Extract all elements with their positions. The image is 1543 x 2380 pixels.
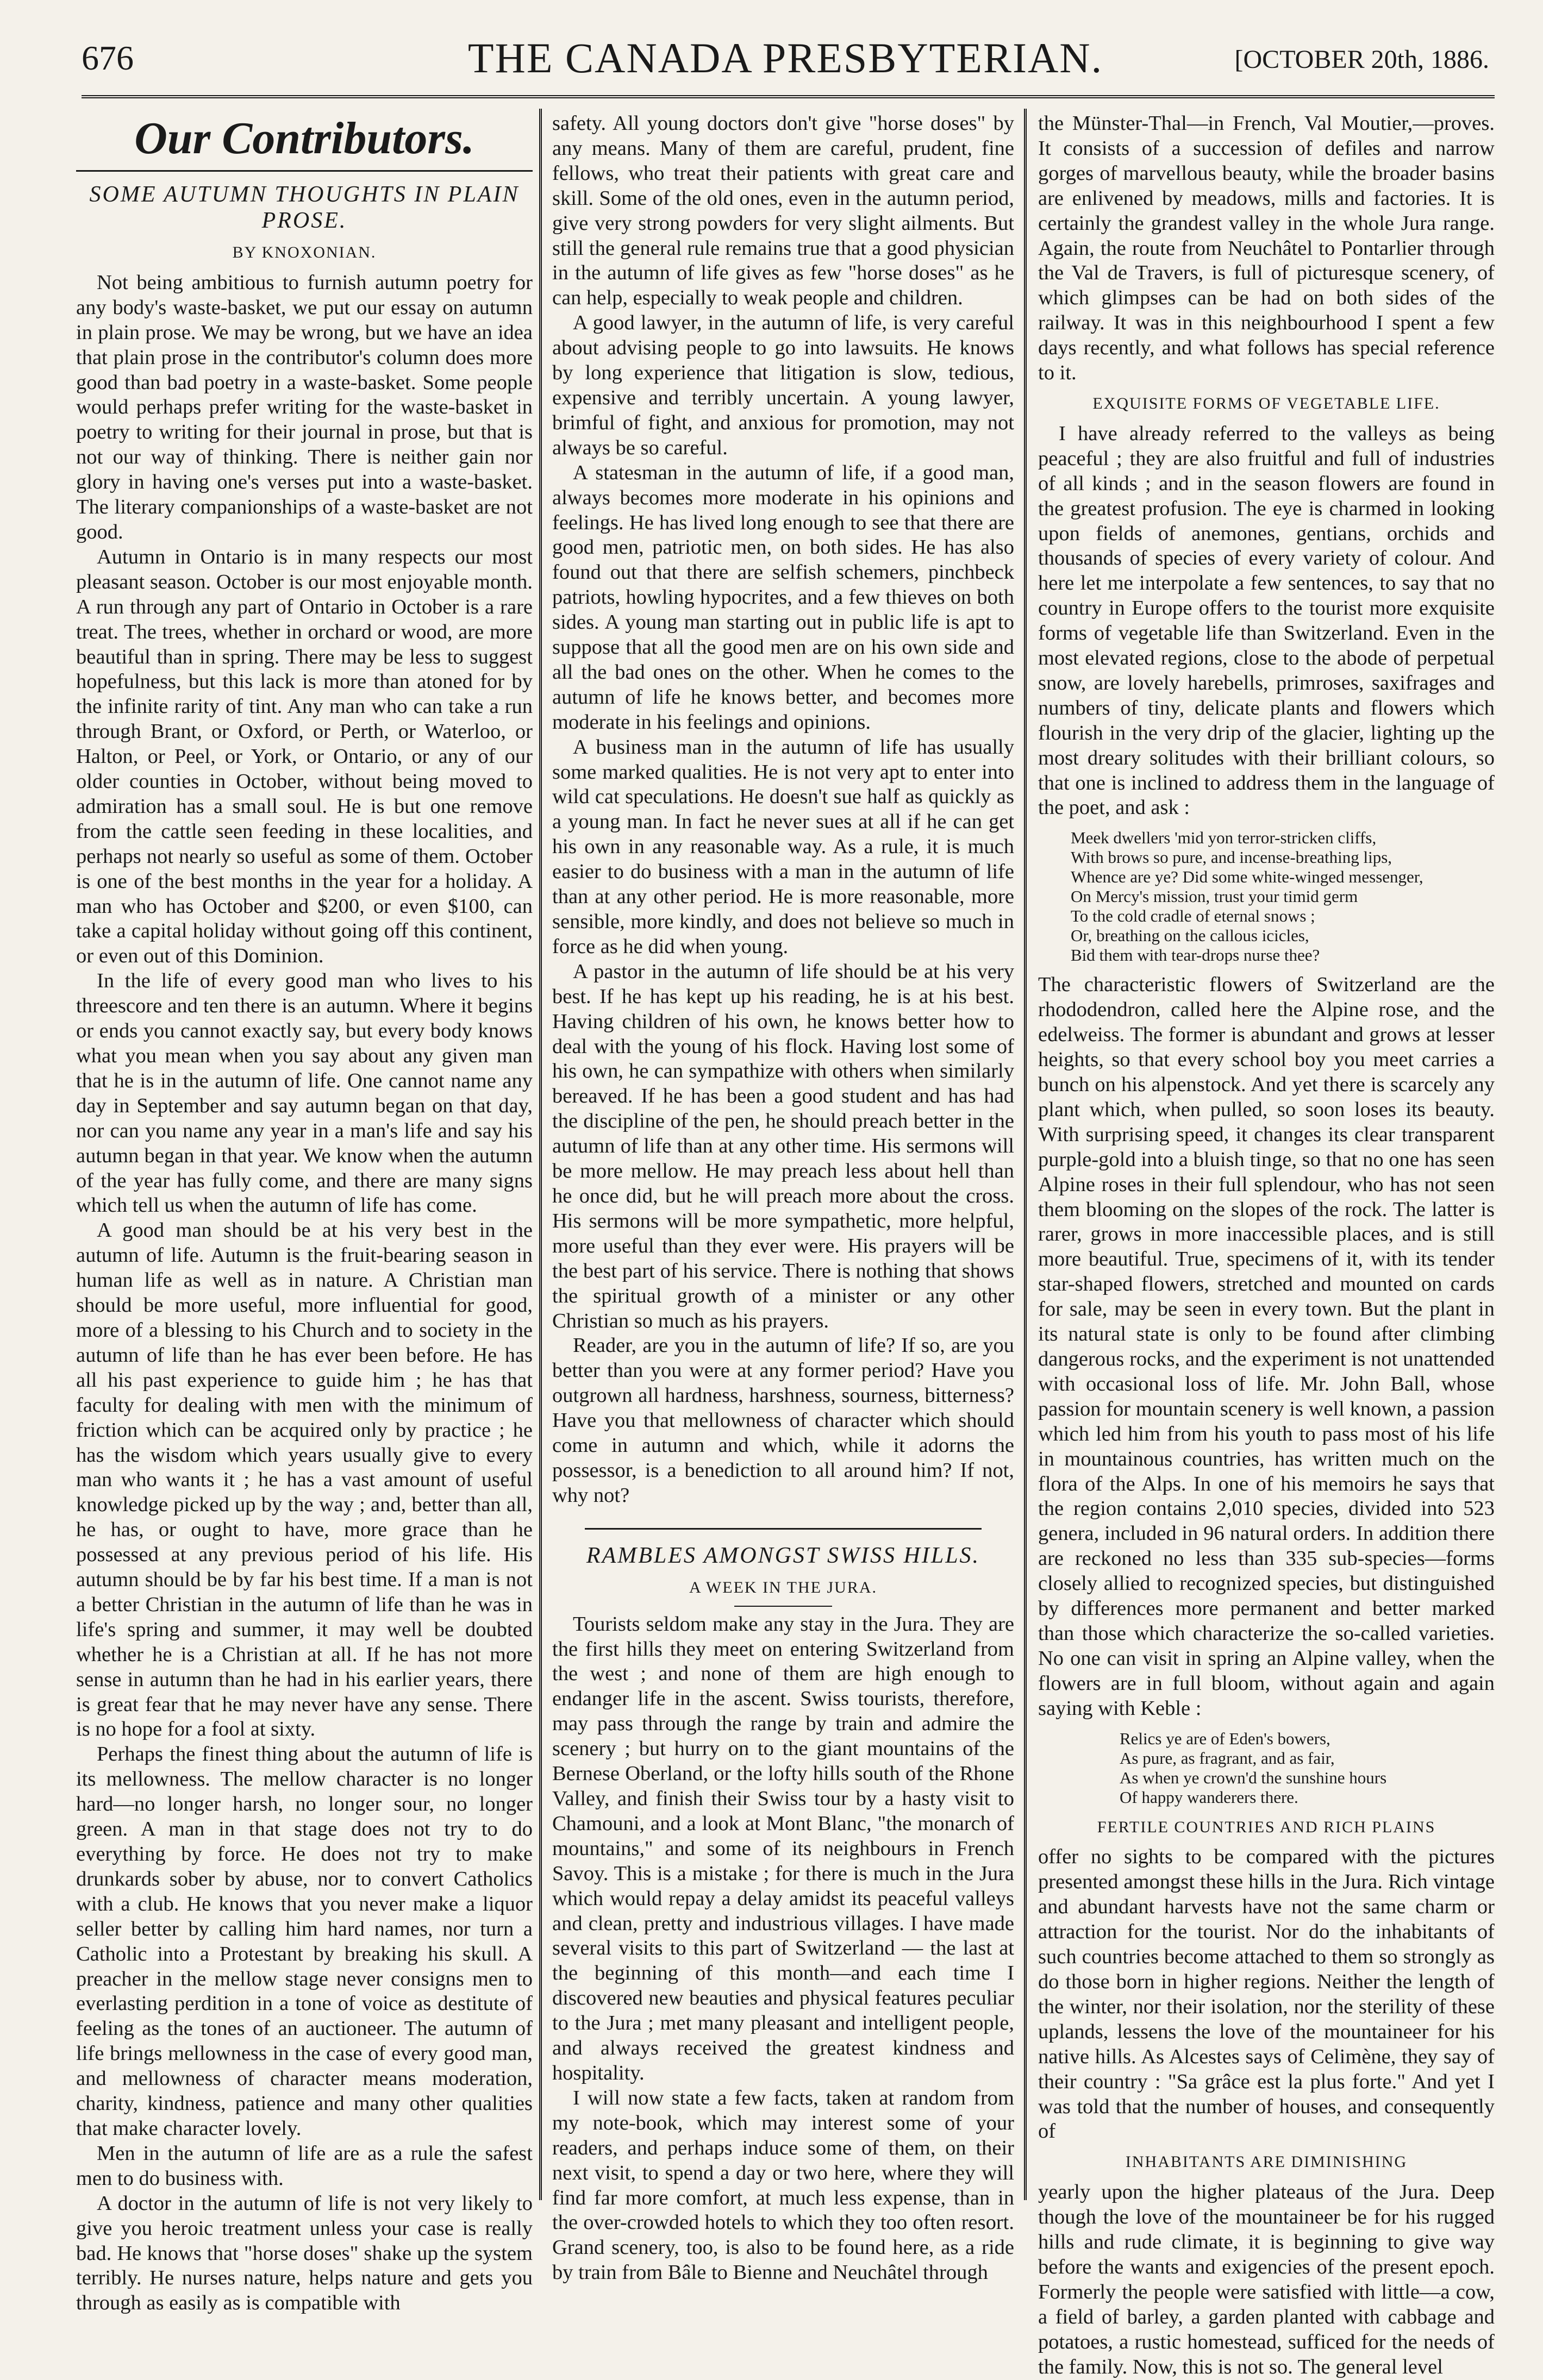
paragraph: Men in the autumn of life are as a rule the safest men to do business with. [76, 2141, 533, 2190]
subheading: FERTILE COUNTRIES AND RICH PLAINS [1097, 1818, 1436, 1836]
article-separator [585, 1528, 982, 1530]
column-1 [76, 111, 533, 2315]
paragraph: A good lawyer, in the autumn of life, is very careful about advising people to go into lawsuits. He knows by long experience that litigation is slow, tedious, expensive and terribly uncertain. A young lawyer, brimful of fight, and anxious for promotion, may not always be so careful. [552, 311, 1014, 459]
masthead: THE CANADA PRESBYTERIAN. [467, 34, 1103, 82]
column-rule [1024, 109, 1027, 2200]
paragraph: A doctor in the autumn of life is not very likely to give you heroic treatment unless your case is really bad. He knows that "horse doses" shake up the system terribly. He nurses nature, helps nature and gets you through as easily as is compatible with [76, 2191, 533, 2315]
paragraph: yearly upon the higher plateaus of the Jura. Deep though the love of the mountaineer be for his rugged hills and rude climate, it is beginning to give way before the wants and exigencies of the present epoch. Formerly the people were satisfied with little—a cow, a field of barley, a garden planted with cabbage and potatoes, a rustic homestead, sufficed for the needs of the family. Now, this is not so. The general level [1038, 2181, 1495, 2378]
paragraph: A statesman in the autumn of life, if a good man, always becomes more moderate in his opinions and feelings. He has lived long enough to see that there are good men, patriotic men, on both sides. He has also found out that there are selfish schemers, pinchbeck patriots, howling hypocrites, and a few thieves on both sides. A young man starting out in public life is apt to suppose that all the good men are on his own side and all the bad ones on the other. When he comes to the autumn of life he knows better, and becomes more moderate in his feelings and opinions. [552, 461, 1014, 734]
article-title: SOME AUTUMN THOUGHTS IN PLAIN PROSE. [89, 182, 520, 233]
subtitle-rule [734, 1606, 832, 1607]
verse-line: Meek dwellers 'mid yon terror-stricken cliffs, [1071, 828, 1377, 848]
byline: BY KNOXONIAN. [232, 243, 377, 261]
verse-line: As when ye crown'd the sunshine hours [1120, 1768, 1387, 1787]
article-subtitle: A WEEK IN THE JURA. [689, 1578, 878, 1596]
verse-quote [1120, 1729, 1495, 1807]
paragraph: A good man should be at his very best in the autumn of life. Autumn is the fruit-bearing season in human life as well as in nature. A Christian man should be more useful, more influential for good, more of a blessing to his Church and to society in the autumn of life than he has ever been before. He has all his past experience to guide him ; he has that faculty for dealing with men with the minimum of friction which can be acquired only by practice ; he has the wisdom which years usually give to every man who wants it ; he has a vast amount of useful knowledge picked up by the way ; and, better than all, he has, or ought to have, more grace than he possessed at any previous period of his life. His autumn should be by far his best time. If a man is not a better Christian in the autumn of life than he was in life's spring and summer, it may well be doubted whether he is a Christian at all. If he has not more sense in autumn than he had in his earlier years, there is great fear that he may never have any sense. There is no hope for a fool at sixty. [76, 1219, 533, 1741]
subheading: INHABITANTS ARE DIMINISHING [1125, 2153, 1408, 2171]
verse-line: As pure, as fragrant, and as fair, [1120, 1748, 1335, 1768]
verse-line: Relics ye are of Eden's bowers, [1120, 1728, 1330, 1748]
article-title: RAMBLES AMONGST SWISS HILLS. [586, 1543, 980, 1568]
paragraph: Reader, are you in the autumn of life? If so, are you better than you were at any former period? Have you outgrown all hardness, harshness, sourness, bitterness? Have you that mellowness of character which should come in autumn and which, while it adorns the possessor, is a benediction to all around him? If not, why not? [552, 1334, 1014, 1507]
column-2 [552, 111, 1014, 2284]
paragraph: I have already referred to the valleys as being peaceful ; they are also fruitful and full of industries of all kinds ; and in the season flowers are found in the greatest profusion. The eye is charmed in looking upon fields of anemones, gentians, orchids and thousands of species of every variety of colour. And here let me interpolate a few sentences, to say that no country in Europe offers to the tourist more exquisite forms of vegetable life than Switzerland. Even in the most elevated regions, close to the abode of perpetual snow, are lovely harebells, primroses, saxifrages and numbers of tiny, delicate plants and flowers which flourish in the very drip of the glacier, lighting up the most dreary solitudes with their brilliant colours, so that one is inclined to address them in the language of the poet, and ask : [1038, 422, 1495, 819]
verse-line: With brows so pure, and incense-breathing lips, [1071, 848, 1392, 867]
paragraph: The characteristic flowers of Switzerland are the rhododendron, called here the Alpine rose, and the edelweiss. The former is abundant and grows at lesser heights, so that every school boy you meet carries a bunch on his alpenstock. And yet there is scarcely any plant which, when pulled, so soon loses its beauty. With surprising speed, it changes its clear transparent purple-gold into a bluish tinge, so that no one has seen Alpine roses in their full splendour, who has not seen them blooming on the slopes of the rock. The latter is rarer, grows in more inaccessible places, and is still more beautiful. True, specimens of it, with its tender star-shaped flowers, stretched and mounted on cards for sale, may be seen in every town. But the plant in its natural state is only to be found after climbing dangerous rocks, and the experiment is not unattended with occasional loss of life. Mr. John Ball, whose passion for mountain scenery is well known, a passion which led him from his youth to pass most of his life in mountainous countries, has written much on the flora of the Alps. In one of his memoirs he says that the region contains 2,010 species, divided into 523 genera, included in 96 natural orders. In addition there are reckoned no less than 335 sub-species—forms closely allied to recognized species, but distinguished by differences more permanent and better marked than those which characterize the so-called varieties. No one can visit in spring an Alpine valley, when the flowers are in full bloom, without again and again saying with Keble : [1038, 973, 1495, 1720]
subheading: EXQUISITE FORMS OF VEGETABLE LIFE. [1092, 394, 1440, 412]
paragraph: A business man in the autumn of life has usually some marked qualities. He is not very apt to enter into wild cat speculations. He doesn't sue half as quickly as a young man. In fact he never sues at all if he can get his own in any reasonable way. As a rule, it is much easier to do business with a man in the autumn of life than at any other period. He is more reasonable, more sensible, more kindly, and does not believe so much in force as he did when young. [552, 735, 1014, 958]
paragraph: safety. All young doctors don't give "horse doses" by any means. Many of them are careful, prudent, fine fellows, who treat their patients with great care and skill. Some of the old ones, even in the autumn period, give very strong powders for very slight ailments. But still the general rule remains true that a good physician in the autumn of life gives as few "horse doses" as he can help, especially to weak people and children. [552, 112, 1014, 310]
verse-line: Bid them with tear-drops nurse thee? [1071, 945, 1320, 965]
paragraph: A pastor in the autumn of life should be at his very best. If he has kept up his reading, he is at his best. Having children of his own, he knows better how to deal with the young of his flock. Having lost some of his own, he can sympathize with others when similarly bereaved. If he has been a good student and has had the discipline of the pen, he should preach better in the autumn of life than at any other time. His sermons will be more mellow. He may preach less about hell than he once did, but he will preach more about the cross. His sermons will be more sympathetic, more helpful, more useful than they ever were. His prayers will be the best part of his service. There is nothing that shows the spiritual growth of a minister or any other Christian so much as his prayers. [552, 960, 1014, 1332]
paragraph: Not being ambitious to furnish autumn poetry for any body's waste-basket, we put our essay on autumn in plain prose. We may be wrong, but we have an idea that plain prose in the contributor's column does more good than bad poetry in a waste-basket. Some people would perhaps prefer writing for the waste-basket in poetry to writing for their journal in prose, but that is not our way of thinking. There is neither gain nor glory in having one's verses put into a waste-basket. The literary companionships of a waste-basket are not good. [76, 271, 533, 543]
paragraph: Autumn in Ontario is in many respects our most pleasant season. October is our most enjoyable month. A run through any part of Ontario in October is a rare treat. The trees, whether in orchard or wood, are more beautiful than in spring. There may be less to suggest hopefulness, but this lack is more than atoned for by the infinite rarity of tint. Any man who can take a run through Brant, or Oxford, or Perth, or Waterloo, or Halton, or Peel, or York, or Ontario, or any of our older counties in October, without being moved to admiration has a small soul. He is but one remove from the cattle seen feeding in these localities, and perhaps not nearly so useful as some of them. October is one of the best months in the year for a holiday. A man who has October and $200, or even $100, can take a capital holiday without going off this continent, or even out of this Dominion. [76, 545, 533, 968]
section-title: Our Contributors. [76, 111, 533, 172]
paragraph: Tourists seldom make any stay in the Jura. They are the first hills they meet on entering Switzerland from the west ; and none of them are high enough to endanger life in the ascent. Swiss tourists, therefore, may pass through the range by train and admire the scenery ; but hurry on to the giant mountains of the Bernese Oberland, or the lofty hills south of the Rhone Valley, and finish their Swiss tour by a hasty visit to Chamouni, and a look at Mont Blanc, "the monarch of mountains," and some of its neighbours in French Savoy. This is a mistake ; for there is much in the Jura which would repay a delay amidst its peaceful valleys and clean, pretty and industrious villages. I have made several visits to this part of Switzerland — the last at the beginning of this month—and each time I discovered new beauties and physical features peculiar to the Jura ; met many pleasant and intelligent people, and always received the greatest kindness and hospitality. [552, 1612, 1014, 2084]
column-rule [539, 109, 542, 2200]
page-header [82, 22, 1489, 87]
issue-date: [OCTOBER 20th, 1886. [1234, 45, 1489, 74]
verse-line: Of happy wanderers there. [1120, 1787, 1298, 1807]
paragraph: Perhaps the finest thing about the autumn of life is its mellowness. The mellow character is no longer hard—no longer harsh, no longer sour, no longer green. A man in that stage does not try to do everything by force. He does not try to make drunkards sober by abuse, nor to convert Catholics with a club. He knows that you never make a liquor seller better by calling him hard names, nor turn a Catholic into a Protestant by breaking his skull. A preacher in the mellow stage never consigns men to everlasting perdition in a tone of voice as destitute of feeling as the tones of an auctioneer. The autumn of life brings mellowness in the case of every good man, and mellowness of character means moderation, charity, kindness, patience and many other qualities that make character lovely. [76, 1743, 533, 2140]
paragraph: In the life of every good man who lives to his threescore and ten there is an autumn. Where it begins or ends you cannot exactly say, but every body knows what you mean when you say about any given man that he is in the autumn of life. One cannot name any day in September and say autumn began on that day, nor can you name any year in a man's life and say his autumn began in that year. We know when the autumn of the year has fully come, and there are many signs which tell us when the autumn of life has come. [76, 969, 533, 1217]
paragraph: offer no sights to be compared with the pictures presented amongst these hills in the Jura. Rich vintage and abundant harvests have not the same charm or attraction for the tourist. Nor do the inhabitants of such countries become attached to them so strongly as do those born in higher regions. Neither the length of the winter, nor their isolation, nor the sterility of these uplands, lessens the love of the mountaineer for his native hills. As Alcestes says of Celimène, they say of their country : "Sa grâce est la plus forte." And yet I was told that the number of houses, and consequently of [1038, 1845, 1495, 2143]
paragraph: I will now state a few facts, taken at random from my note-book, which may interest some of your readers, and perhaps induce some of them, on their next visit, to spend a day or two here, where they will find far more comfort, at much less expense, than in the over-crowded hotels to which they too often resort. Grand scenery, too, is also to be found here, as a ride by train from Bâle to Bienne and Neuchâtel through [552, 2086, 1014, 2284]
verse-line: To the cold cradle of eternal snows ; [1071, 906, 1315, 926]
paragraph: the Münster-Thal—in French, Val Moutier,—proves. It consists of a succession of defiles and narrow gorges of marvellous beauty, while the broader basins are enlivened by meadows, mills and factories. It is certainly the grandest valley in the whole Jura range. Again, the route from Neuchâtel to Pontarlier through the Val de Travers, is full of picturesque scenery, of which glimpses can be had on both sides of the railway. It was in this neighbourhood I spent a few days recently, and what follows has special reference to it. [1038, 112, 1495, 385]
verse-line: On Mercy's mission, trust your timid germ [1071, 887, 1358, 906]
page-number: 676 [82, 39, 134, 77]
verse-quote [1071, 828, 1495, 965]
column-3 [1038, 111, 1495, 2378]
header-rule [82, 95, 1495, 98]
verse-line: Or, breathing on the callous icicles, [1071, 926, 1309, 945]
verse-line: Whence are ye? Did some white-winged messenger, [1071, 867, 1423, 887]
